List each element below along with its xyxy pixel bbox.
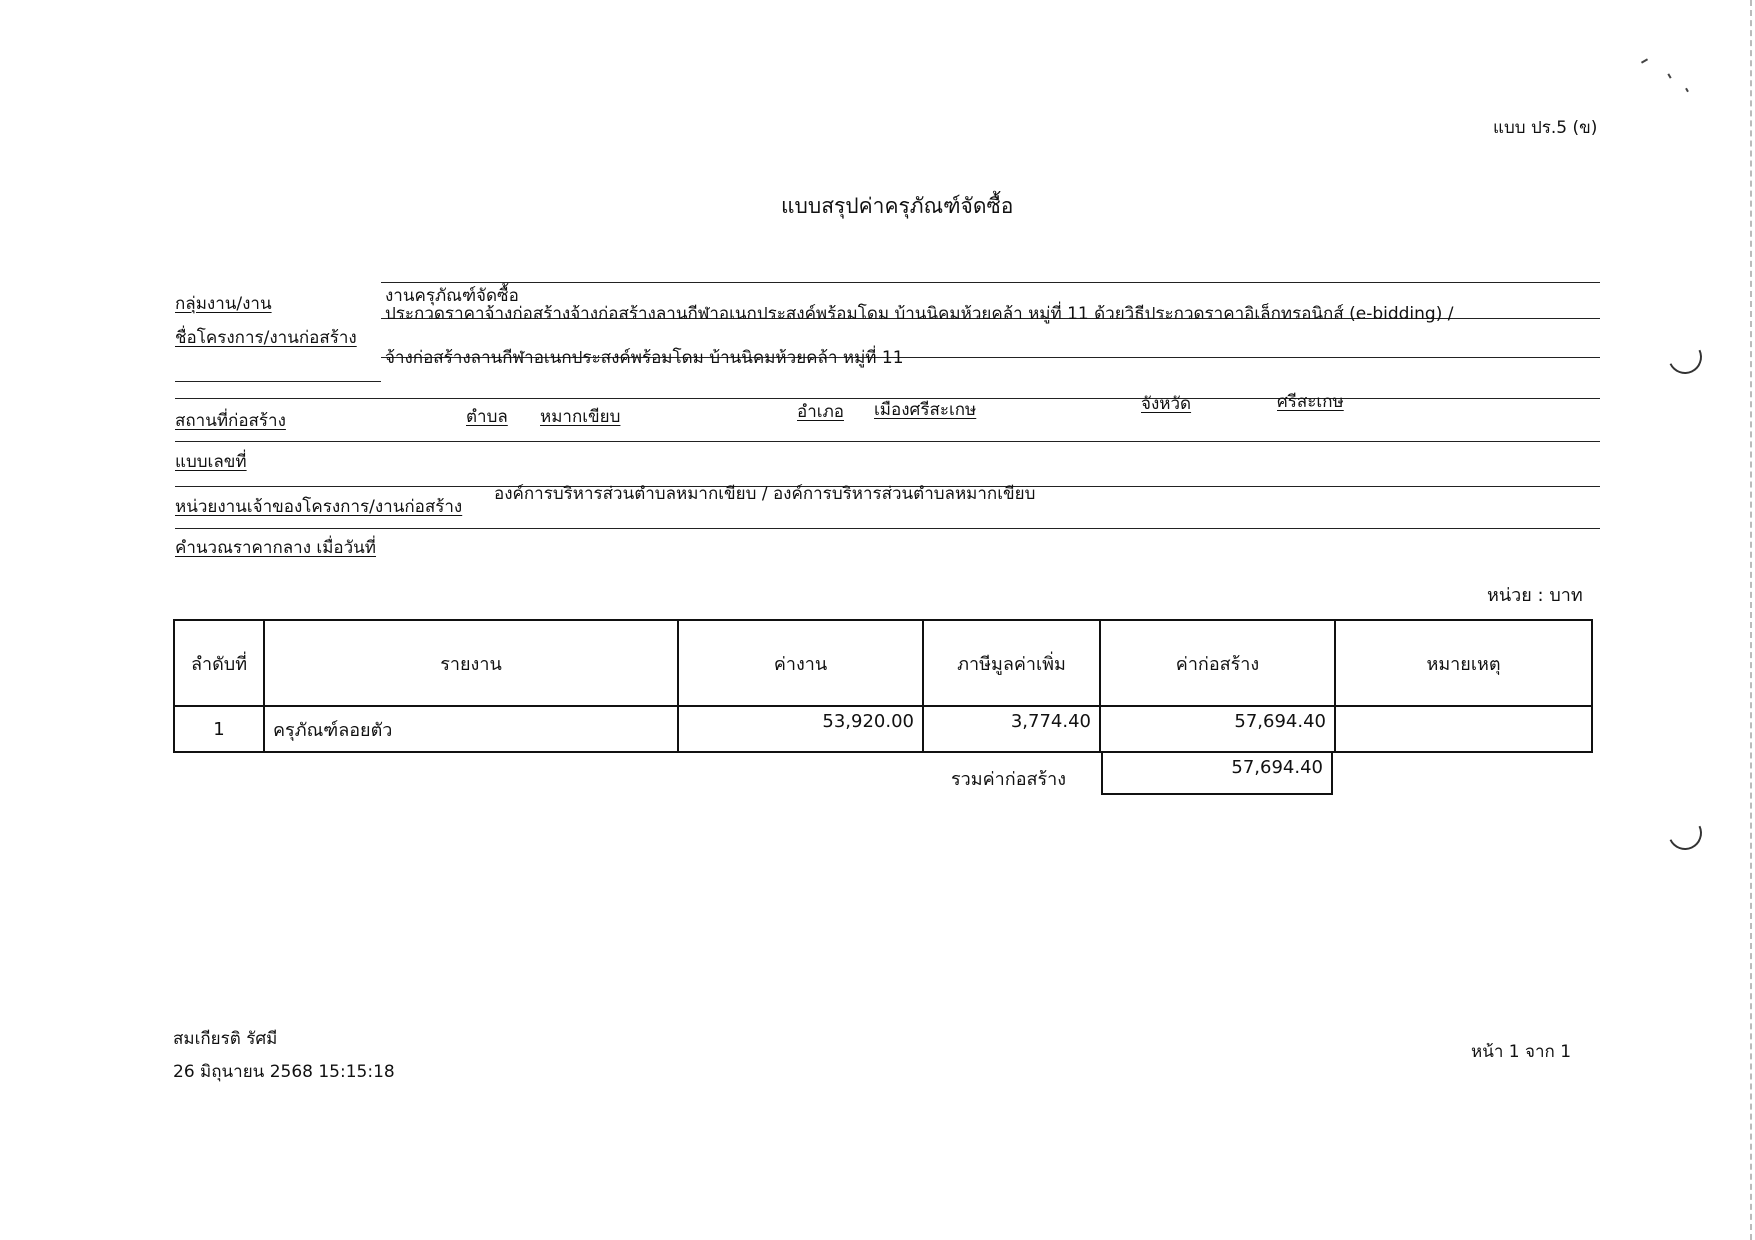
row-work-cost: 53,920.00: [678, 706, 923, 752]
header-construction-cost: ค่าก่อสร้าง: [1100, 620, 1335, 706]
table-header-row: [174, 620, 1592, 706]
cost-table: [173, 619, 1593, 753]
header-item: รายงาน: [264, 620, 678, 706]
rule-line: [381, 282, 1600, 283]
row-no: 1: [174, 706, 264, 752]
form-code: แบบ ปร.5 (ข): [1493, 118, 1598, 138]
rule-line: [175, 528, 1600, 529]
unit-label: หน่วย : บาท: [1487, 585, 1583, 606]
rule-line: [175, 441, 1600, 442]
project-value-line1: ประกวดราคาจ้างก่อสร้างจ้างก่อสร้างลานกีฬาอเนกประสงค์พร้อมโดม บ้านนิคมห้วยคล้า หมู่ที่ 11 ด้วยวิธีประกวดราคาอิเล็กทรอนิกส์ (e-bidding) /: [385, 304, 1454, 324]
punch-hole-mark: [1663, 811, 1707, 855]
page-title: แบบสรุปค่าครุภัณฑ์จัดซื้อ: [781, 194, 1014, 218]
owner-label: หน่วยงานเจ้าของโครงการ/งานก่อสร้าง: [175, 497, 463, 517]
rule-line: [175, 381, 381, 382]
page-number: หน้า 1 จาก 1: [1471, 1042, 1572, 1062]
subdistrict-label: ตำบล: [466, 407, 508, 427]
total-label: รวมค่าก่อสร้าง: [951, 769, 1067, 790]
project-value-line2: จ้างก่อสร้างลานกีฬาอเนกประสงค์พร้อมโดม บ้านนิคมห้วยคล้า หมู่ที่ 11: [385, 348, 904, 368]
row-remark: [1335, 706, 1592, 752]
scan-speck: [1685, 88, 1689, 92]
location-label: สถานที่ก่อสร้าง: [175, 411, 286, 431]
scan-speck: [1641, 58, 1648, 63]
project-label: ชื่อโครงการ/งานก่อสร้าง: [175, 328, 357, 348]
total-value: 57,694.40: [1101, 751, 1333, 795]
row-construction-cost: 57,694.40: [1100, 706, 1335, 752]
row-vat: 3,774.40: [923, 706, 1100, 752]
group-label: กลุ่มงาน/งาน: [175, 294, 272, 314]
group-value: งานครุภัณฑ์จัดซื้อ: [385, 286, 519, 306]
punch-hole-mark: [1663, 335, 1707, 379]
plan-no-label: แบบเลขที่: [175, 452, 247, 472]
province-value: ศรีสะเกษ: [1277, 392, 1344, 412]
signer-name: สมเกียรติ รัศมี: [173, 1029, 278, 1049]
province-label: จังหวัด: [1141, 394, 1192, 414]
owner-value: องค์การบริหารส่วนตำบลหมากเขียบ / องค์การบริหารส่วนตำบลหมากเขียบ: [494, 484, 1036, 504]
print-datetime: 26 มิถุนายน 2568 15:15:18: [173, 1062, 395, 1082]
table-row: [174, 706, 1592, 752]
row-item: ครุภัณฑ์ลอยตัว: [264, 706, 678, 752]
district-value: เมืองศรีสะเกษ: [874, 400, 977, 420]
header-work-cost: ค่างาน: [678, 620, 923, 706]
district-label: อำเภอ: [797, 402, 844, 422]
header-remark: หมายเหตุ: [1335, 620, 1592, 706]
calc-date-label: คำนวณราคากลาง เมื่อวันที่: [175, 538, 377, 558]
header-vat: ภาษีมูลค่าเพิ่ม: [923, 620, 1100, 706]
header-no: ลำดับที่: [174, 620, 264, 706]
scan-edge-line: [1750, 0, 1752, 1240]
scan-speck: [1667, 73, 1671, 78]
subdistrict-value: หมากเขียบ: [540, 407, 621, 427]
